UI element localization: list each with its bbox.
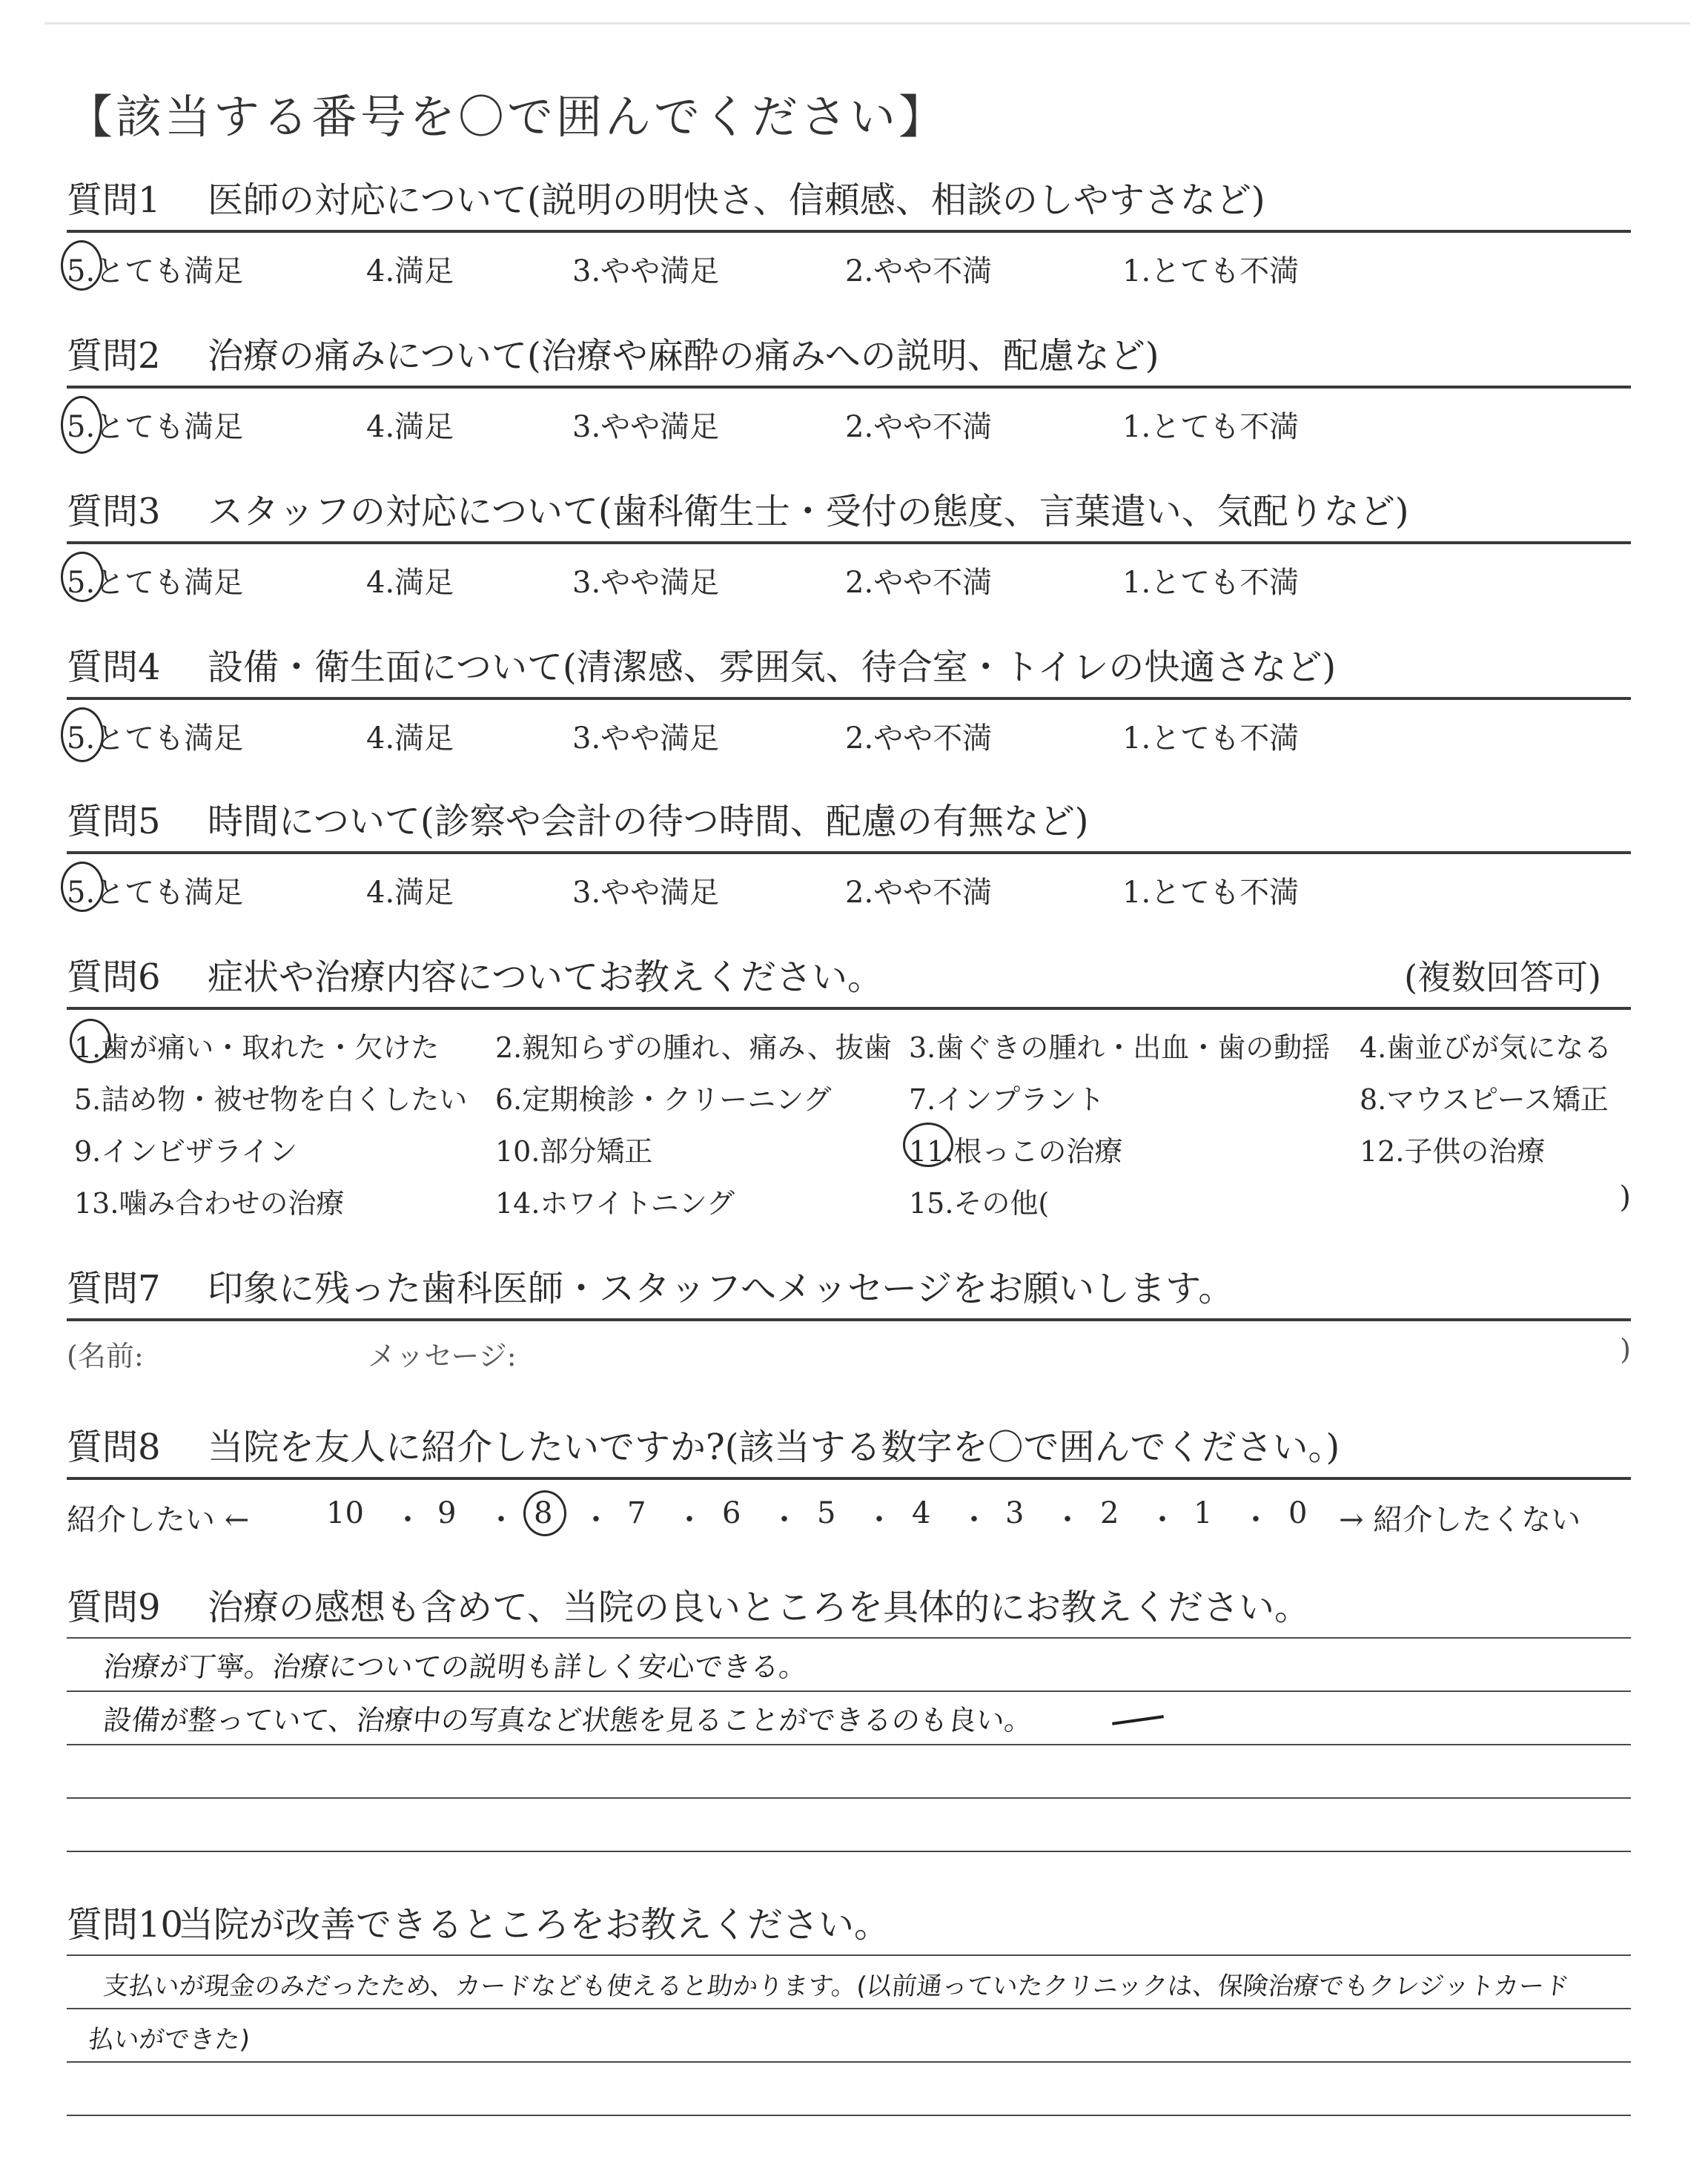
question-number: 質問4 [67, 647, 161, 688]
option-1-very-dissatisfied[interactable]: 1.とても不満 [1122, 876, 1300, 910]
option-5-very-satisfied[interactable]: 5.とても満足 [67, 410, 244, 444]
question-title: 医師の対応について(説明の明快さ、信頼感、相談のしやすさなど) [208, 179, 1265, 221]
option-2-somewhat-dissatisfied[interactable]: 2.やや不満 [845, 566, 993, 600]
option-4-satisfied[interactable]: 4.満足 [366, 410, 454, 444]
handwritten-answer-line: 治療が丁寧。治療についての説明も詳しく安心できる。 [102, 1650, 810, 1683]
question-title: 当院を友人に紹介したいですか?(該当する数字を〇で囲んでください。) [208, 1427, 1340, 1468]
option-1-very-dissatisfied[interactable]: 1.とても不満 [1122, 410, 1300, 444]
symptom-option-7[interactable]: 7.インプラント [909, 1083, 1105, 1116]
answer-lines[interactable] [67, 1639, 1631, 1852]
question-10 [67, 1888, 1631, 2168]
symptom-option-5[interactable]: 5.詰め物・被せ物を白くしたい [74, 1083, 468, 1116]
option-5-very-satisfied[interactable]: 5.とても満足 [67, 876, 244, 910]
scale-dot: ・ [581, 1503, 611, 1537]
rating-options [67, 544, 1631, 604]
question-number: 質問7 [67, 1268, 161, 1309]
scale-value-10[interactable]: 10 [326, 1496, 364, 1530]
question-6 [67, 940, 1631, 1225]
name-label: (名前: [67, 1340, 144, 1372]
scale-value-0[interactable]: 0 [1288, 1496, 1308, 1530]
symptom-option-9[interactable]: 9.インビザライン [74, 1135, 298, 1168]
option-2-somewhat-dissatisfied[interactable]: 2.やや不満 [845, 254, 993, 288]
scale-value-7[interactable]: 7 [627, 1496, 646, 1530]
question-9 [67, 1570, 1631, 1852]
symptom-options [67, 1010, 1631, 1225]
question-1 [67, 163, 1631, 292]
scale-value-9[interactable]: 9 [437, 1496, 457, 1530]
scale-value-5[interactable]: 5 [817, 1496, 836, 1530]
question-8 [67, 1410, 1631, 1544]
question-5 [67, 784, 1631, 913]
question-number: 質問6 [67, 956, 161, 998]
question-number: 質問2 [67, 335, 161, 377]
rating-options [67, 854, 1631, 913]
scale-dot: ・ [1148, 1503, 1177, 1537]
scale-dot: ・ [1053, 1503, 1082, 1537]
question-number: 質問1 [67, 179, 161, 221]
option-3-somewhat-satisfied[interactable]: 3.やや満足 [572, 410, 720, 444]
scale-left-label: 紹介したい ← [67, 1503, 250, 1537]
option-4-satisfied[interactable]: 4.満足 [366, 721, 454, 756]
question-number: 質問3 [67, 491, 161, 532]
option-4-satisfied[interactable]: 4.満足 [366, 254, 454, 288]
handwritten-answer-line: 払いができた) [87, 2025, 251, 2055]
option-1-very-dissatisfied[interactable]: 1.とても不満 [1122, 254, 1300, 288]
question-title: 治療の感想も含めて、当院の良いところを具体的にお教えください。 [208, 1587, 1311, 1628]
question-number: 質問10 [67, 1904, 184, 1946]
scale-dot: ・ [864, 1503, 894, 1537]
symptom-option-11[interactable]: 11.根っこの治療 [909, 1135, 1123, 1168]
symptom-option-15-other[interactable]: 15.その他( [909, 1187, 1050, 1220]
option-5-very-satisfied[interactable]: 5.とても満足 [67, 254, 244, 288]
option-3-somewhat-satisfied[interactable]: 3.やや満足 [572, 721, 720, 756]
symptom-option-6[interactable]: 6.定期検診・クリーニング [495, 1083, 832, 1116]
question-title: 当院が改善できるところをお教えください。 [178, 1904, 890, 1946]
scale-value-4[interactable]: 4 [912, 1496, 931, 1530]
message-label: メッセージ: [368, 1340, 517, 1372]
option-1-very-dissatisfied[interactable]: 1.とても不満 [1122, 566, 1300, 600]
symptom-option-10[interactable]: 10.部分矯正 [495, 1135, 653, 1168]
message-close-paren: ) [1620, 1333, 1631, 1366]
option-3-somewhat-satisfied[interactable]: 3.やや満足 [572, 876, 720, 910]
answer-lines[interactable] [67, 1956, 1631, 2168]
question-2 [67, 319, 1631, 448]
option-4-satisfied[interactable]: 4.満足 [366, 566, 454, 600]
option-2-somewhat-dissatisfied[interactable]: 2.やや不満 [845, 721, 993, 756]
symptom-option-12[interactable]: 12.子供の治療 [1360, 1135, 1546, 1168]
scale-dot: ・ [486, 1503, 516, 1537]
scale-dot: ・ [769, 1503, 799, 1537]
option-3-somewhat-satisfied[interactable]: 3.やや満足 [572, 566, 720, 600]
scale-value-1[interactable]: 1 [1194, 1496, 1213, 1530]
rating-options [67, 233, 1631, 292]
option-1-very-dissatisfied[interactable]: 1.とても不満 [1122, 721, 1300, 756]
message-input-line[interactable] [67, 1321, 1631, 1376]
scale-dot: ・ [959, 1503, 989, 1537]
other-close-paren: ) [1619, 1180, 1631, 1214]
scale-right-label: → 紹介したくない [1339, 1503, 1581, 1537]
recommend-scale [67, 1480, 1631, 1544]
scale-dot: ・ [675, 1503, 704, 1537]
scale-value-6[interactable]: 6 [722, 1496, 741, 1530]
option-2-somewhat-dissatisfied[interactable]: 2.やや不満 [845, 876, 993, 910]
question-title: 時間について(診察や会計の待つ時間、配慮の有無など) [208, 801, 1089, 842]
symptom-option-13[interactable]: 13.噛み合わせの治療 [74, 1187, 345, 1220]
handwritten-answer-line: 支払いが現金のみだったため、カードなども使えると助かります。(以前通っていたクリニックは、保険治療でもクレジットカード [102, 1972, 1572, 2001]
scale-dot: ・ [393, 1503, 423, 1537]
option-3-somewhat-satisfied[interactable]: 3.やや満足 [572, 254, 720, 288]
multiple-answers-note: (複数回答可) [1404, 957, 1601, 997]
rating-options [67, 700, 1631, 759]
question-3 [67, 475, 1631, 604]
question-number: 質問9 [67, 1587, 161, 1628]
question-4 [67, 630, 1631, 759]
scale-value-3[interactable]: 3 [1005, 1496, 1025, 1530]
symptom-option-14[interactable]: 14.ホワイトニング [495, 1187, 735, 1220]
question-title: 治療の痛みについて(治療や麻酔の痛みへの説明、配慮など) [208, 335, 1159, 377]
handwritten-answer-line: 設備が整っていて、治療中の写真など状態を見ることができるのも良い。 [102, 1704, 1035, 1736]
rating-options [67, 389, 1631, 448]
option-5-very-satisfied[interactable]: 5.とても満足 [67, 566, 244, 600]
symptom-option-4[interactable]: 4.歯並びが気になる [1360, 1031, 1612, 1064]
scale-value-8[interactable]: 8 [534, 1496, 553, 1530]
option-5-very-satisfied[interactable]: 5.とても満足 [67, 721, 244, 756]
symptom-option-8[interactable]: 8.マウスピース矯正 [1360, 1083, 1609, 1116]
question-title: 設備・衛生面について(清潔感、雰囲気、待合室・トイレの快適さなど) [208, 647, 1337, 688]
option-4-satisfied[interactable]: 4.満足 [366, 876, 454, 910]
question-title: 症状や治療内容についてお教えください。 [208, 956, 884, 998]
scale-dot: ・ [1241, 1503, 1271, 1537]
question-title: スタッフの対応について(歯科衛生士・受付の態度、言葉遣い、気配りなど) [208, 491, 1409, 532]
question-title: 印象に残った歯科医師・スタッフへメッセージをお願いします。 [208, 1268, 1234, 1309]
question-number: 質問8 [67, 1427, 161, 1468]
symptom-option-2[interactable]: 2.親知らずの腫れ、痛み、抜歯 [495, 1031, 892, 1064]
question-7 [67, 1252, 1631, 1376]
option-2-somewhat-dissatisfied[interactable]: 2.やや不満 [845, 410, 993, 444]
symptom-option-3[interactable]: 3.歯ぐきの腫れ・出血・歯の動揺 [909, 1031, 1331, 1064]
question-number: 質問5 [67, 801, 161, 842]
page-top-edge [44, 22, 1690, 24]
page-title: 【該当する番号を〇で囲んでください】 [67, 90, 948, 144]
symptom-option-1[interactable]: 1.歯が痛い・取れた・欠けた [74, 1031, 440, 1064]
scale-value-2[interactable]: 2 [1100, 1496, 1119, 1530]
